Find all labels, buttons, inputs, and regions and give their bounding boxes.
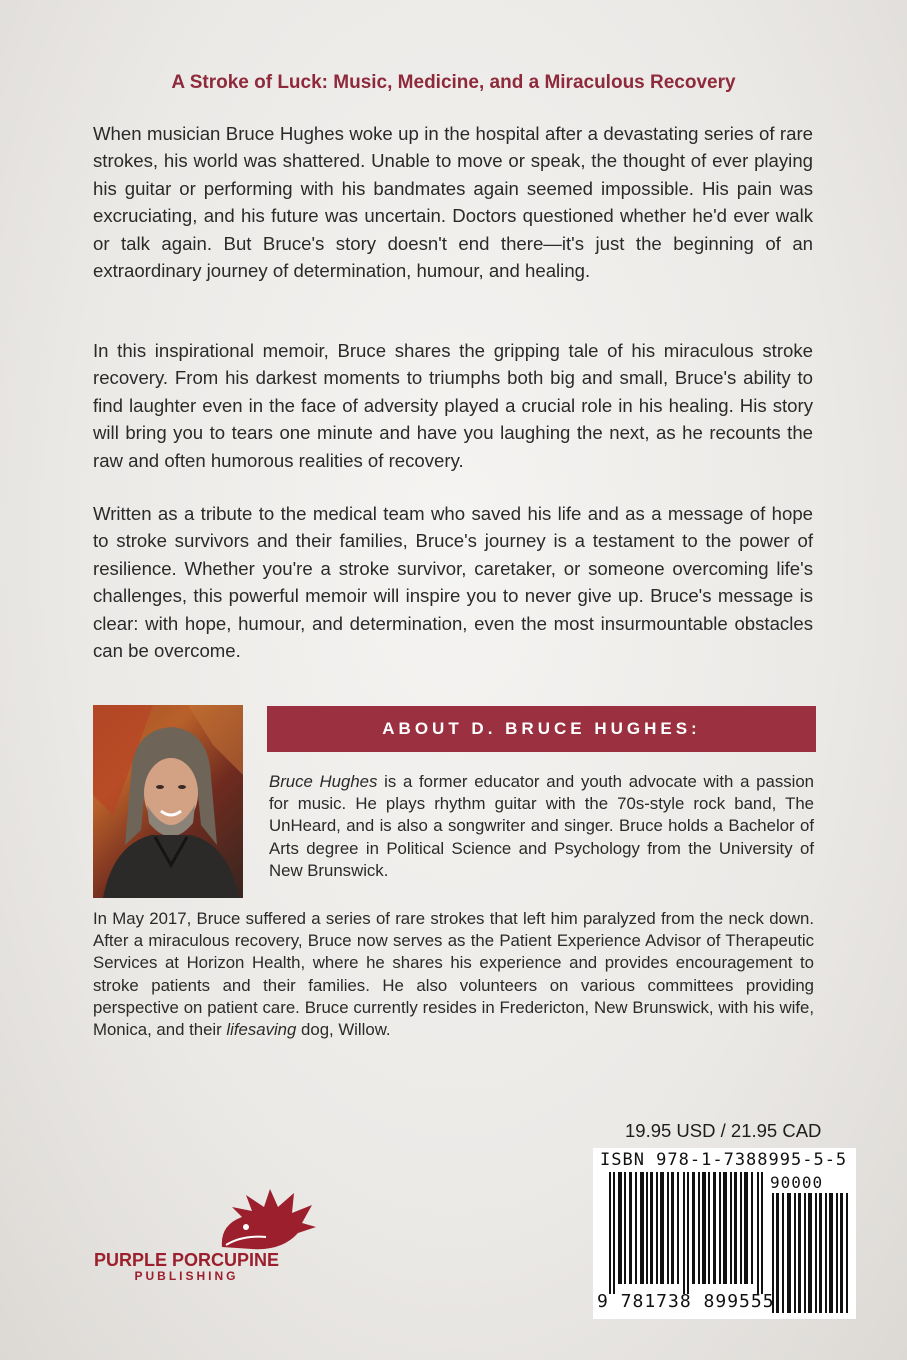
publisher-name: PURPLE PORCUPINE bbox=[93, 1250, 280, 1270]
author-photo bbox=[93, 705, 243, 898]
author-bio-1-text: is a former educator and youth advocate with a passion for music. He plays rhythm guitar with the 70s-style rock band, The UnHeard, and is also a songwriter and singer. Bruce holds a Bachelor of Arts degree in Political Science and Psychology from the University of New Brunswick. bbox=[269, 772, 815, 880]
author-bio-2 bbox=[93, 908, 814, 1041]
author-bio-1 bbox=[269, 771, 814, 882]
author-bio-2-text: In May 2017, Bruce suffered a series of rare strokes that left him paralyzed from the neck down. After a miraculous recovery, Bruce now serves as the Patient Experience Advisor of Therapeutic Services at Horizon Health, where he shares his experience and provides encouragement to stroke patients and their families. He also volunteers on various committees providing perspective on patient care. Bruce currently resides in Fredericton, New Brunswick, with his wife, Monica, and their bbox=[93, 909, 814, 1040]
barcode-addon: 90000 bbox=[770, 1173, 824, 1192]
book-title: A Stroke of Luck: Music, Medicine, and a Miraculous Recovery bbox=[171, 72, 736, 93]
main-barcode-bars bbox=[609, 1172, 765, 1294]
isbn-number: ISBN 978-1-7388995-5-5 bbox=[600, 1150, 848, 1170]
about-heading: ABOUT D. BRUCE HUGHES: bbox=[267, 706, 816, 752]
description-paragraph-3: Written as a tribute to the medical team who saved his life and as a message of hope to stroke survivors and their families, Bruce's journey is a testament to the power of resilience. Whether you're a stroke survivor, caretaker, or someone overcoming life's challenges, this powerful memoir will inspire you to never give up. Bruce's message is clear: with hope, humour, and determination, even the most insurmountable obstacles can be overcome. bbox=[93, 503, 813, 662]
description-paragraph-1: When musician Bruce Hughes woke up in the hospital after a devastating series of rare strokes, his world was shattered. Unable to move or speak, the thought of ever playing his guitar or performing with his bandmates again seemed impossible. His pain was excruciating, and his future was uncertain. Doctors questioned whether he'd ever walk or talk again. But Bruce's story doesn't end there—it's just the beginning of an extraordinary journey of determination, humour, and healing. bbox=[93, 123, 813, 282]
porcupine-logo-icon bbox=[212, 1185, 318, 1255]
barcode-digits: 9 781738 899555 bbox=[597, 1291, 775, 1312]
price: 19.95 USD / 21.95 CAD bbox=[625, 1120, 822, 1141]
author-bio-2-end: dog, Willow. bbox=[296, 1020, 391, 1040]
author-bio-2-italic: lifesaving bbox=[226, 1020, 297, 1040]
description-paragraph-2: In this inspirational memoir, Bruce shares the gripping tale of his miraculous stroke recovery. From his darkest moments to triumphs both big and small, Bruce's ability to find laughter even in the face of adversity played a crucial role in his healing. His story will bring you to tears one minute and have you laughing the next, as he recounts the raw and often humorous realities of recovery. bbox=[93, 340, 813, 471]
publisher-subtitle: PUBLISHING bbox=[134, 1269, 239, 1283]
author-name: Bruce Hughes bbox=[269, 772, 378, 791]
